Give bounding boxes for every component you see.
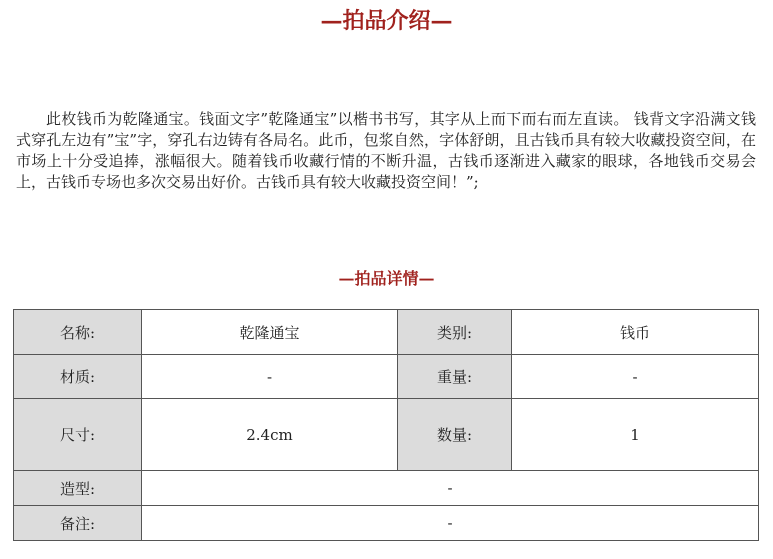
name-value: 乾隆通宝 <box>142 310 398 355</box>
weight-label: 重量: <box>398 355 512 399</box>
table-row <box>14 399 759 471</box>
details-table <box>13 309 759 541</box>
table-row <box>14 471 759 506</box>
details-title: —拍品详情— <box>338 269 435 288</box>
quantity-label: 数量: <box>398 399 512 471</box>
category-value: 钱币 <box>512 310 759 355</box>
table-row <box>14 506 759 541</box>
intro-paragraph: 此枚钱币为乾隆通宝。钱面文字”乾隆通宝”以楷书书写，其字从上而下而右而左直读。 钱背文字沿满文钱式穿孔左边有”宝”字，穿孔右边铸有各局名。此币，包浆自然，字体舒朗，且古钱币具有较大收藏投资空间，在市场上十分受追捧，涨幅很大。随着钱币收藏行情的不断升温，古钱币逐渐进入藏家的眼球，各地钱币交易会上，古钱币专场也多次交易出好价。古钱币具有较大收藏投资空间！”; <box>16 110 756 191</box>
name-label: 名称: <box>14 310 142 355</box>
weight-value: - <box>512 355 759 399</box>
size-label: 尺寸: <box>14 399 142 471</box>
remarks-value: - <box>142 506 759 541</box>
table-row <box>14 310 759 355</box>
size-value: 2.4cm <box>142 399 398 471</box>
category-label: 类别: <box>398 310 512 355</box>
shape-label: 造型: <box>14 471 142 506</box>
shape-value: - <box>142 471 759 506</box>
remarks-label: 备注: <box>14 506 142 541</box>
intro-title: —拍品介绍— <box>320 8 453 34</box>
material-value: - <box>142 355 398 399</box>
material-label: 材质: <box>14 355 142 399</box>
table-row <box>14 355 759 399</box>
quantity-value: 1 <box>512 399 759 471</box>
